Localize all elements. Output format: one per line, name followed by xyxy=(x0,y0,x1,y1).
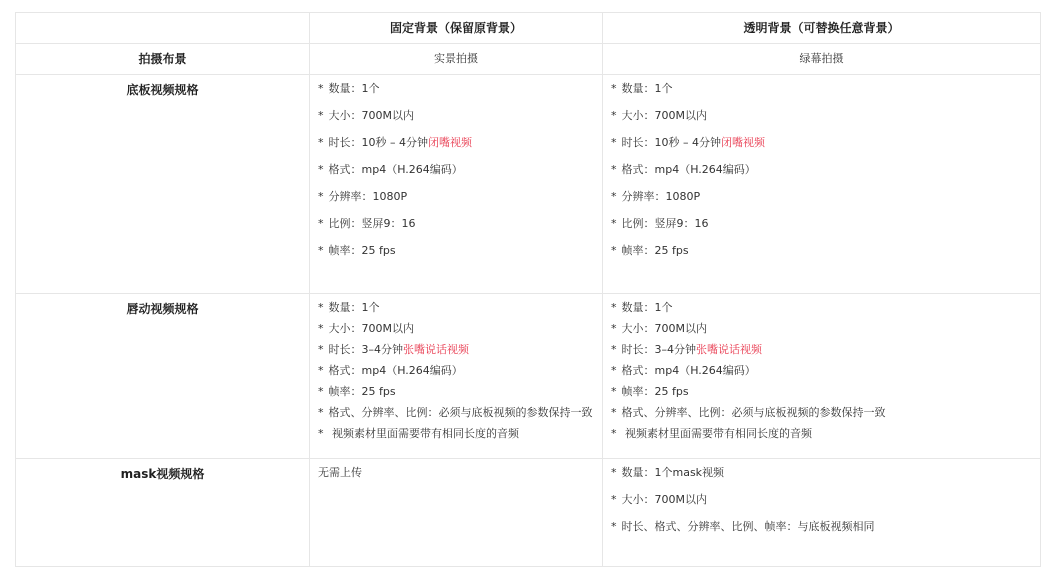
spec-list-item xyxy=(611,342,1040,363)
shooting-fixed-value: 实景拍摄 xyxy=(310,44,603,75)
spec-list-item xyxy=(611,162,1040,189)
row-label-mask-video: mask视频规格 xyxy=(120,467,205,481)
spec-text: 帧率：25 fps xyxy=(621,244,689,257)
highlight-text: 张嘴说话视频 xyxy=(696,343,762,356)
spec-list-item xyxy=(318,300,602,321)
spec-text: 时长：3–4分钟 xyxy=(328,343,403,356)
bullet-star: * xyxy=(318,217,324,230)
bullet-star: * xyxy=(318,322,324,335)
spec-list-item xyxy=(611,405,1040,426)
bullet-star: * xyxy=(611,322,617,335)
spec-list-item xyxy=(611,321,1040,342)
spec-text: 数量：1个 xyxy=(328,82,380,95)
bullet-star: * xyxy=(611,493,617,506)
bullet-star: * xyxy=(611,466,617,479)
spec-list-item xyxy=(318,243,602,270)
spec-list-item xyxy=(318,321,602,342)
spec-list-item xyxy=(611,81,1040,108)
spec-text: 大小：700M以内 xyxy=(328,322,414,335)
highlight-text: 闭嘴视频 xyxy=(721,136,765,149)
spec-list-item xyxy=(611,300,1040,321)
bullet-star: * xyxy=(318,343,324,356)
spec-list-item xyxy=(611,135,1040,162)
spec-list xyxy=(310,75,602,270)
spec-text: 分辨率：1080P xyxy=(621,190,701,203)
bullet-star: * xyxy=(611,364,617,377)
spec-list-item xyxy=(611,216,1040,243)
spec-list-item xyxy=(611,108,1040,135)
bullet-star: * xyxy=(611,343,617,356)
bullet-star: * xyxy=(318,406,324,419)
bullet-star: * xyxy=(318,364,324,377)
bullet-star: * xyxy=(611,217,617,230)
row-label-cell xyxy=(16,75,310,294)
header-blank-cell xyxy=(16,13,310,44)
spec-text: 大小：700M以内 xyxy=(328,109,414,122)
spec-list-item xyxy=(318,135,602,162)
spec-list-item xyxy=(611,492,1040,519)
spec-list-item xyxy=(318,108,602,135)
spec-text: 数量：1个 xyxy=(621,82,673,95)
bullet-star: * xyxy=(318,82,324,95)
spec-text: 帧率：25 fps xyxy=(621,385,689,398)
spec-text: 比例：竖屏9：16 xyxy=(621,217,709,230)
bullet-star: * xyxy=(611,406,617,419)
highlight-text: 闭嘴视频 xyxy=(428,136,472,149)
bullet-star: * xyxy=(611,385,617,398)
spec-text: 比例：竖屏9：16 xyxy=(328,217,416,230)
bullet-star: * xyxy=(611,427,617,440)
header-fixed-background: 固定背景（保留原背景） xyxy=(310,13,603,44)
spec-text: 时长：10秒 – 4分钟 xyxy=(621,136,721,149)
spec-list-item xyxy=(318,81,602,108)
spec-list-item xyxy=(611,243,1040,270)
spec-text: 格式：mp4（H.264编码） xyxy=(328,163,463,176)
lip-transparent-cell xyxy=(603,294,1041,459)
bullet-star: * xyxy=(318,301,324,314)
row-label-shooting-setup: 拍摄布景 xyxy=(16,44,310,75)
spec-list-item xyxy=(318,189,602,216)
bullet-star: * xyxy=(611,520,617,533)
table-row xyxy=(16,459,1041,567)
spec-text: 时长：3–4分钟 xyxy=(621,343,696,356)
mask-transparent-cell xyxy=(603,459,1041,567)
shooting-transparent-value: 绿幕拍摄 xyxy=(603,44,1041,75)
spec-list-item xyxy=(318,342,602,363)
spec-list-item xyxy=(611,465,1040,492)
spec-text: 时长：10秒 – 4分钟 xyxy=(328,136,428,149)
bullet-star: * xyxy=(318,109,324,122)
bullet-star: * xyxy=(611,82,617,95)
bullet-star: * xyxy=(318,163,324,176)
spec-text: 大小：700M以内 xyxy=(621,322,707,335)
spec-text: 格式：mp4（H.264编码） xyxy=(328,364,463,377)
spec-text: 格式、分辨率、比例：必须与底板视频的参数保持一致 xyxy=(621,406,886,419)
bullet-star: * xyxy=(611,163,617,176)
spec-list-item xyxy=(611,189,1040,216)
bullet-star: * xyxy=(611,190,617,203)
spec-list-item xyxy=(611,519,1040,546)
spec-list-item xyxy=(611,426,1040,447)
row-label-cell xyxy=(16,294,310,459)
mask-fixed-value: 无需上传 xyxy=(318,466,362,479)
highlight-text: 张嘴说话视频 xyxy=(403,343,469,356)
bullet-star: * xyxy=(318,385,324,398)
spec-text: 大小：700M以内 xyxy=(621,109,707,122)
row-label-base-video: 底板视频规格 xyxy=(126,83,199,97)
base-fixed-cell xyxy=(310,75,603,294)
row-label-cell xyxy=(16,459,310,567)
mask-fixed-cell xyxy=(310,459,603,567)
spec-text: 帧率：25 fps xyxy=(328,244,396,257)
spec-list-item xyxy=(611,363,1040,384)
spec-list-item xyxy=(318,216,602,243)
spec-text: 分辨率：1080P xyxy=(328,190,408,203)
bullet-star: * xyxy=(611,136,617,149)
spec-text: 格式：mp4（H.264编码） xyxy=(621,364,756,377)
lip-fixed-cell xyxy=(310,294,603,459)
table-row xyxy=(16,75,1041,294)
spec-text: 数量：1个 xyxy=(328,301,380,314)
base-transparent-cell xyxy=(603,75,1041,294)
spec-list-item xyxy=(318,426,602,447)
spec-list-item xyxy=(318,384,602,405)
spec-list xyxy=(310,294,602,447)
header-transparent-background: 透明背景（可替换任意背景） xyxy=(603,13,1041,44)
spec-table xyxy=(15,12,1041,567)
spec-list-item xyxy=(318,363,602,384)
table-header-row xyxy=(16,13,1041,44)
row-label-lip-video: 唇动视频规格 xyxy=(126,302,199,316)
bullet-star: * xyxy=(611,244,617,257)
spec-list xyxy=(603,294,1040,447)
spec-list xyxy=(603,75,1040,270)
spec-text: 视频素材里面需要带有相同长度的音频 xyxy=(328,427,519,440)
spec-text: 格式：mp4（H.264编码） xyxy=(621,163,756,176)
spec-text: 数量：1个 xyxy=(621,301,673,314)
spec-text: 格式、分辨率、比例：必须与底板视频的参数保持一致 xyxy=(328,406,593,419)
table-row xyxy=(16,44,1041,75)
spec-list-item xyxy=(318,162,602,189)
spec-text: 视频素材里面需要带有相同长度的音频 xyxy=(621,427,812,440)
spec-text: 时长、格式、分辨率、比例、帧率：与底板视频相同 xyxy=(621,520,875,533)
bullet-star: * xyxy=(318,427,324,440)
bullet-star: * xyxy=(318,244,324,257)
spec-text: 帧率：25 fps xyxy=(328,385,396,398)
bullet-star: * xyxy=(611,109,617,122)
bullet-star: * xyxy=(318,190,324,203)
bullet-star: * xyxy=(318,136,324,149)
spec-text: 数量：1个mask视频 xyxy=(621,466,725,479)
spec-list xyxy=(603,459,1040,546)
table-row xyxy=(16,294,1041,459)
spec-list-item xyxy=(611,384,1040,405)
spec-list-item xyxy=(318,405,602,426)
bullet-star: * xyxy=(611,301,617,314)
spec-text: 大小：700M以内 xyxy=(621,493,707,506)
